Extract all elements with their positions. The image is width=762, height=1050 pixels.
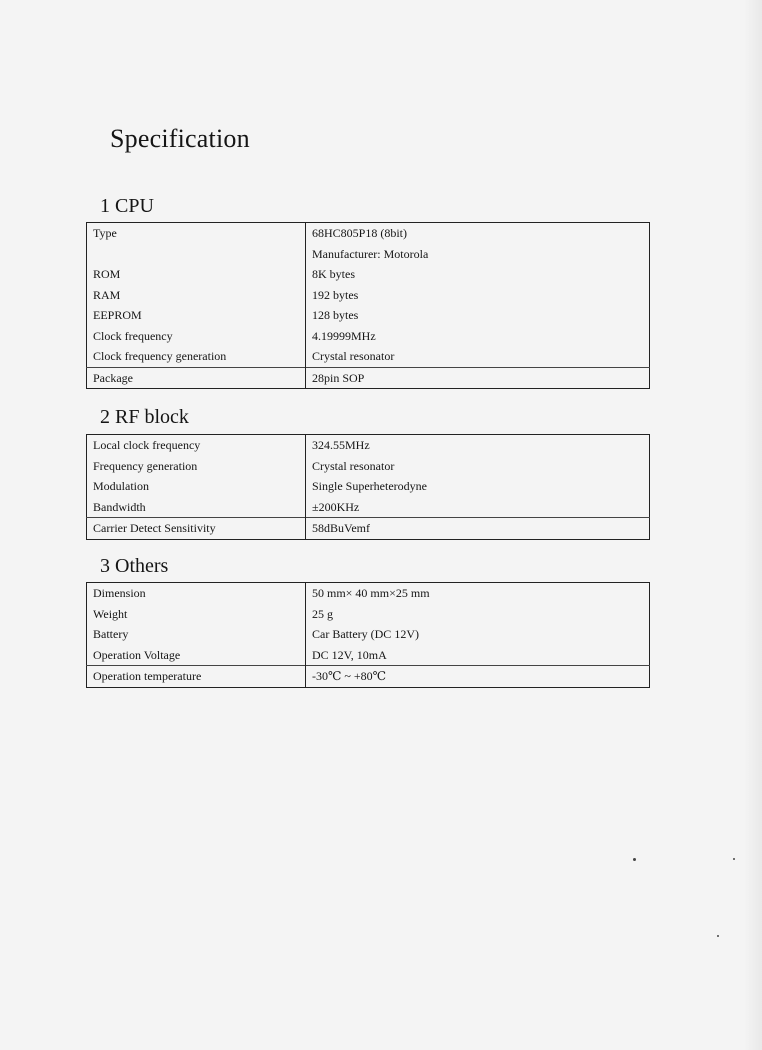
spec-label: Operation Voltage bbox=[87, 645, 306, 666]
table-row bbox=[87, 346, 650, 367]
table-row bbox=[87, 285, 650, 306]
spec-label: RAM bbox=[87, 285, 306, 306]
spec-value: Crystal resonator bbox=[312, 349, 395, 363]
spec-label: Clock frequency generation bbox=[87, 346, 306, 367]
spec-value: 68HC805P18 (8bit) bbox=[312, 226, 408, 240]
table-row bbox=[87, 326, 650, 347]
spec-label bbox=[87, 244, 306, 265]
spec-value: Manufacturer: Motorola bbox=[312, 246, 429, 261]
spec-label: Weight bbox=[87, 604, 306, 625]
spec-label: Clock frequency bbox=[87, 326, 306, 347]
spec-value: DC 12V, 10mA bbox=[312, 647, 387, 662]
spec-label: Modulation bbox=[87, 476, 306, 497]
page-edge-shadow bbox=[744, 0, 762, 1050]
scan-speck bbox=[733, 858, 735, 860]
spec-label: Battery bbox=[87, 624, 306, 645]
spec-value: -30℃ ~ +80℃ bbox=[306, 666, 650, 688]
spec-label: Bandwidth bbox=[87, 497, 306, 518]
spec-value: ±200KHz bbox=[312, 499, 360, 514]
others-spec-table bbox=[86, 582, 650, 688]
spec-label: Local clock frequency bbox=[87, 435, 306, 456]
spec-value: Single Superheterodyne bbox=[312, 479, 427, 493]
document-title: Specification bbox=[110, 124, 250, 153]
spec-value: 25 g bbox=[312, 606, 333, 621]
spec-value: 8K bytes bbox=[312, 267, 355, 281]
spec-value: 50 mm× 40 mm×25 mm bbox=[312, 586, 430, 600]
scan-speck bbox=[633, 858, 636, 861]
table-row bbox=[87, 645, 650, 666]
table-row bbox=[87, 456, 650, 477]
section-heading-cpu: 1 CPU bbox=[100, 195, 154, 217]
table-row bbox=[87, 624, 650, 645]
table-row bbox=[87, 583, 650, 604]
table-row bbox=[87, 666, 650, 688]
table-row bbox=[87, 223, 650, 244]
spec-label: EEPROM bbox=[87, 305, 306, 326]
scan-speck bbox=[717, 935, 719, 937]
spec-label: Dimension bbox=[87, 583, 306, 604]
table-row bbox=[87, 476, 650, 497]
table-row bbox=[87, 604, 650, 625]
spec-label: Type bbox=[87, 223, 306, 244]
section-heading-rf-block: 2 RF block bbox=[100, 406, 189, 428]
table-row bbox=[87, 497, 650, 518]
spec-label: ROM bbox=[87, 264, 306, 285]
table-row bbox=[87, 264, 650, 285]
spec-value: 58dBuVemf bbox=[306, 518, 650, 540]
spec-label: Package bbox=[87, 367, 306, 389]
table-row bbox=[87, 244, 650, 265]
cpu-spec-table bbox=[86, 222, 650, 389]
spec-label: Frequency generation bbox=[87, 456, 306, 477]
spec-label: Carrier Detect Sensitivity bbox=[87, 518, 306, 540]
table-row bbox=[87, 305, 650, 326]
spec-value: Car Battery (DC 12V) bbox=[312, 627, 419, 641]
table-row bbox=[87, 367, 650, 389]
spec-value: Crystal resonator bbox=[312, 458, 395, 473]
table-row bbox=[87, 518, 650, 540]
spec-value: 324.55MHz bbox=[312, 438, 370, 452]
spec-value: 4.19999MHz bbox=[312, 328, 376, 343]
spec-label: Operation temperature bbox=[87, 666, 306, 688]
spec-value: 192 bytes bbox=[312, 287, 359, 302]
spec-value: 128 bytes bbox=[312, 308, 359, 322]
rf-block-spec-table bbox=[86, 434, 650, 540]
spec-value: 28pin SOP bbox=[306, 367, 650, 389]
table-row bbox=[87, 435, 650, 456]
section-heading-others: 3 Others bbox=[100, 555, 169, 577]
